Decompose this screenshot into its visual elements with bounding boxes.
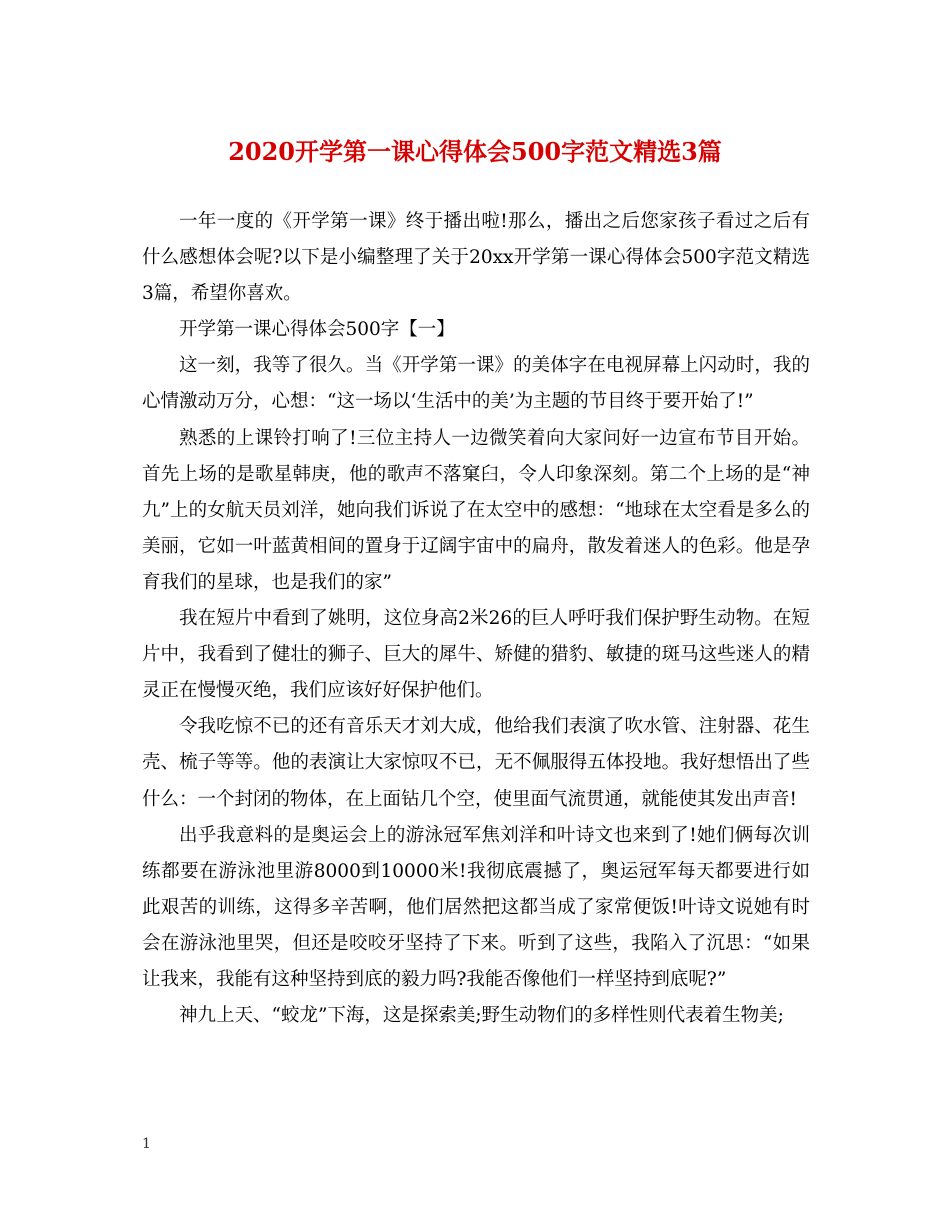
paragraph: 令我吃惊不已的还有音乐天才刘大成，他给我们表演了吹水管、注射器、花生壳、梳子等等。他的表演让大家惊叹不已，无不佩服得五体投地。我好想悟出了些什么：一个封闭的物体，在上面钻几个空，使里面气流贯通，就能使其发出声音!: [142, 716, 810, 810]
document-body: [142, 204, 810, 1034]
paragraph: 我在短片中看到了姚明，这位身高2米26的巨人呼吁我们保护野生动物。在短片中，我看到了健壮的狮子、巨大的犀牛、矫健的猎豹、敏捷的斑马这些迷人的精灵正在慢慢灭绝，我们应该好好保护他们。: [142, 608, 810, 702]
paragraph: 神九上天、“蛟龙”下海，这是探索美;野生动物们的多样性则代表着生物美;: [179, 1005, 784, 1027]
page-number: 1: [142, 1136, 151, 1152]
paragraph: 出乎我意料的是奥运会上的游泳冠军焦刘洋和叶诗文也来到了!她们俩每次训练都要在游泳池里游8000到10000米!我彻底震撼了，奥运冠军每天都要进行如此艰苦的训练，这得多辛苦啊，他们居然把这都当成了家常便饭!叶诗文说她有时会在游泳池里哭，但还是咬咬牙坚持了下来。听到了这些，我陷入了沉思：“如果让我来，我能有这种坚持到底的毅力吗?我能否像他们一样坚持到底呢?”: [142, 824, 810, 990]
section-heading: 开学第一课心得体会500字【一】: [179, 319, 455, 341]
document-title: 2020开学第一课心得体会500字范文精选3篇: [228, 137, 722, 166]
paragraph: 这一刻，我等了很久。当《开学第一课》的美体字在电视屏幕上闪动时，我的心情激动万分，心想：“这一场以‘生活中的美’为主题的节目终于要开始了!”: [142, 355, 810, 413]
paragraph: 熟悉的上课铃打响了!三位主持人一边微笑着向大家问好一边宣布节目开始。首先上场的是歌星韩庚，他的歌声不落窠臼，令人印象深刻。第二个上场的是“神九”上的女航天员刘洋，她向我们诉说了在太空中的感想：“地球在太空看是多么的美丽，它如一叶蓝黄相间的置身于辽阔宇宙中的扁舟，散发着迷人的色彩。他是孕育我们的星球，也是我们的家”: [142, 427, 810, 593]
paragraph-intro: 一年一度的《开学第一课》终于播出啦!那么，播出之后您家孩子看过之后有什么感想体会呢?以下是小编整理了关于20xx开学第一课心得体会500字范文精选3篇，希望你喜欢。: [142, 211, 810, 305]
